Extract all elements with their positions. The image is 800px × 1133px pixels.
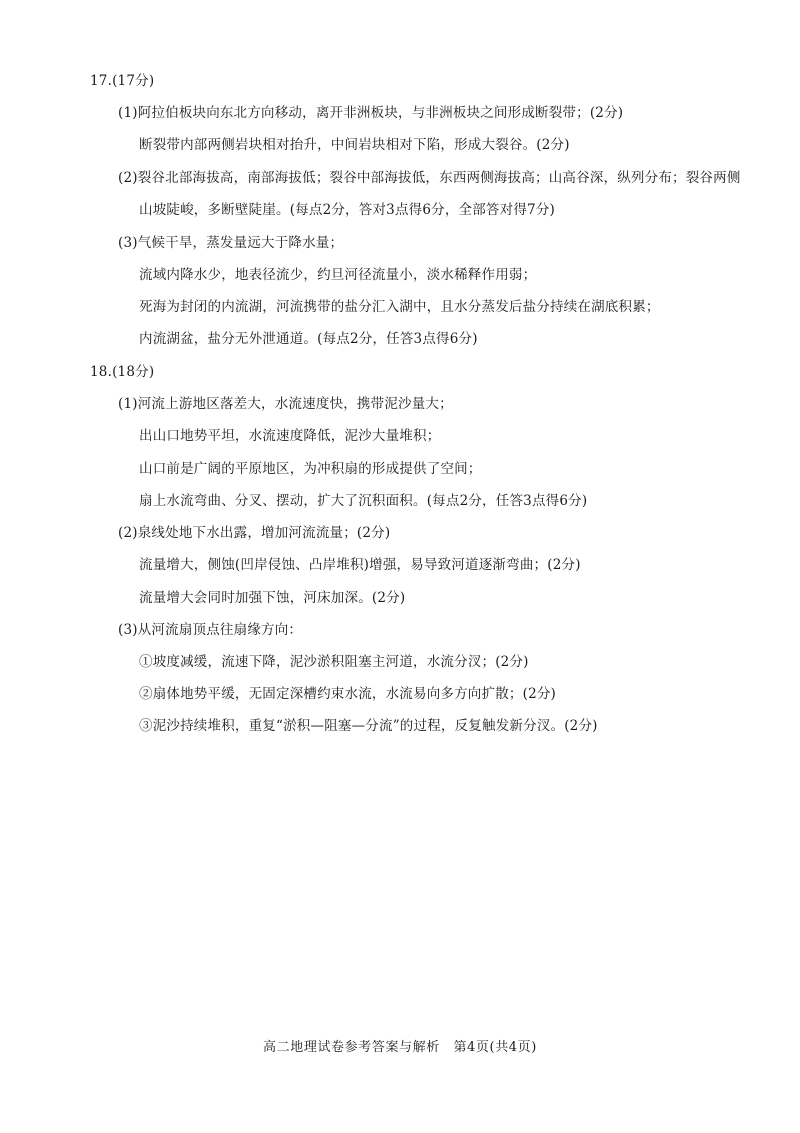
q17-part3-line3: 死海为封闭的内流湖，河流携带的盐分汇入湖中，且水分蒸发后盐分持续在湖底积累；: [139, 299, 660, 315]
q18-part2-line1: (2)泉线处地下水出露，增加河流流量；(2分): [118, 525, 391, 541]
question-18-header: 18.(18分): [90, 364, 155, 380]
q18-part3-line1: (3)从河流扇顶点往扇缘方向：: [118, 622, 303, 638]
q18-part1-line1: (1)河流上游地区落差大，水流速度快，携带泥沙量大；: [118, 396, 453, 412]
q17-part1-line1: (1)阿拉伯板块向东北方向移动，离开非洲板块，与非洲板块之间形成断裂带；(2分): [118, 105, 624, 121]
q18-part1-line2: 出山口地势平坦，水流速度降低，泥沙大量堆积；: [139, 428, 441, 444]
q18-part2-line3: 流量增大会同时加强下蚀，河床加深。(2分): [139, 590, 406, 606]
q17-part3-line1: (3)气候干旱，蒸发量远大于降水量；: [118, 235, 344, 251]
q18-part3-line3: ②扇体地势平缓，无固定深槽约束水流，水流易向多方向扩散；(2分): [139, 686, 557, 702]
q18-part1-line4: 扇上水流弯曲、分叉、摆动，扩大了沉积面积。(每点2分，任答3点得6分): [139, 493, 588, 509]
q17-part2-line1: (2)裂谷北部海拔高，南部海拔低；裂谷中部海拔低，东西两侧海拔高；山高谷深，纵列分布；裂谷两侧: [118, 170, 741, 186]
q17-part2-line2: 山坡陡峻，多断壁陡崖。(每点2分，答对3点得6分，全部答对得7分): [139, 202, 555, 218]
q17-part3-line2: 流域内降水少，地表径流少，约旦河径流量小，淡水稀释作用弱；: [139, 267, 537, 283]
q18-part3-line4: ③泥沙持续堆积，重复“淤积—阻塞—分流”的过程，反复触发新分汊。(2分): [139, 718, 598, 734]
q17-part3-line4: 内流湖盆，盐分无外泄通道。(每点2分，任答3点得6分): [139, 331, 478, 347]
page-footer: 高二地理试卷参考答案与解析 第4页(共4页): [263, 1040, 537, 1055]
question-17-header: 17.(17分): [90, 73, 155, 89]
q17-part1-line2: 断裂带内部两侧岩块相对抬升，中间岩块相对下陷，形成大裂谷。(2分): [139, 137, 570, 153]
q18-part2-line2: 流量增大，侧蚀(凹岸侵蚀、凸岸堆积)增强，易导致河道逐渐弯曲；(2分): [139, 557, 581, 573]
q18-part3-line2: ①坡度减缓，流速下降，泥沙淤积阻塞主河道，水流分汊；(2分): [139, 654, 529, 670]
q18-part1-line3: 山口前是广阔的平原地区，为冲积扇的形成提供了空间；: [139, 461, 482, 477]
